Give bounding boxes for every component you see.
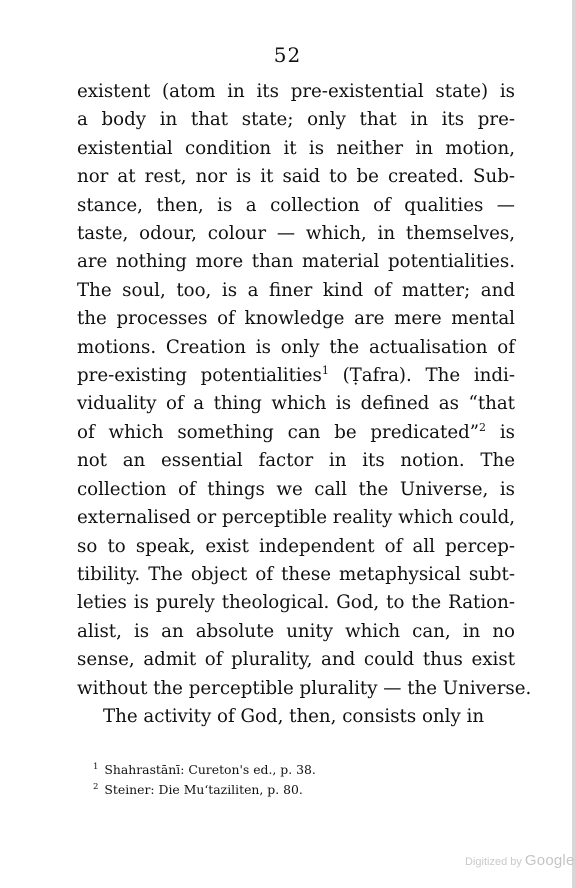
text-line: tibility. The object of these metaphysical subt- — [77, 563, 515, 585]
watermark-prefix: Digitized by — [465, 856, 525, 868]
digitized-watermark — [465, 852, 575, 869]
text-segment: is — [486, 421, 516, 443]
text-line: existent (atom in its pre-existential state) is — [77, 81, 515, 102]
footnote-mark: 2 — [93, 781, 99, 792]
text-line: stance, then, is a collection of qualities — — [77, 194, 515, 216]
text-line: The soul, too, is a finer kind of matter; and — [77, 279, 515, 301]
text-line — [77, 419, 515, 447]
text-segment: (Ṭafra). The indi- — [328, 365, 515, 387]
google-logo-text: Google — [524, 852, 575, 869]
text-line: taste, odour, colour — which, in themselves, — [77, 223, 515, 245]
text-line: externalised or perceptible reality which could, — [77, 507, 515, 529]
paragraph-start-line: The activity of God, then, consists only in — [103, 705, 485, 727]
footnote-text: Steiner: Die Mu‘taziliten, p. 80. — [104, 782, 303, 797]
text-line: are nothing more than material potentialities. — [77, 251, 515, 273]
text-line: leties is purely theological. God, to the Ration- — [77, 592, 515, 614]
text-line: a body in that state; only that in its pre- — [77, 109, 515, 131]
footnote-ref-1: 1 — [321, 364, 329, 377]
footnote-2 — [93, 780, 316, 800]
footnote-mark: 1 — [93, 761, 99, 772]
body-text — [77, 78, 532, 731]
text-line: existential condition it is neither in motion, — [77, 137, 515, 159]
text-line — [77, 362, 515, 390]
footnote-1 — [93, 760, 316, 780]
footnote-ref-2: 2 — [479, 420, 487, 434]
text-segment: of which something can be predicated” — [77, 421, 480, 443]
text-line: alist, is an absolute unity which can, in no — [77, 620, 515, 642]
footnote-text: Shahrastānī: Cureton's ed., p. 38. — [104, 762, 316, 777]
footnotes — [93, 760, 316, 800]
text-line: motions. Creation is only the actualisation of — [77, 336, 515, 358]
text-segment: pre-existing potentialities — [77, 365, 322, 387]
text-line: nor at rest, nor is it said to be created. Sub- — [77, 166, 515, 188]
text-line: not an essential factor in its notion. The — [77, 450, 515, 472]
text-line: sense, admit of plurality, and could thus exist — [77, 649, 515, 671]
text-line: collection of things we call the Universe, is — [77, 478, 515, 500]
text-line: so to speak, exist independent of all percep- — [77, 535, 515, 557]
page-number: 52 — [273, 43, 302, 67]
text-line: without the perceptible plurality — the Universe. — [77, 677, 532, 699]
text-line: viduality of a thing which is defined as “that — [77, 393, 515, 415]
text-line: the processes of knowledge are mere mental — [77, 308, 515, 330]
